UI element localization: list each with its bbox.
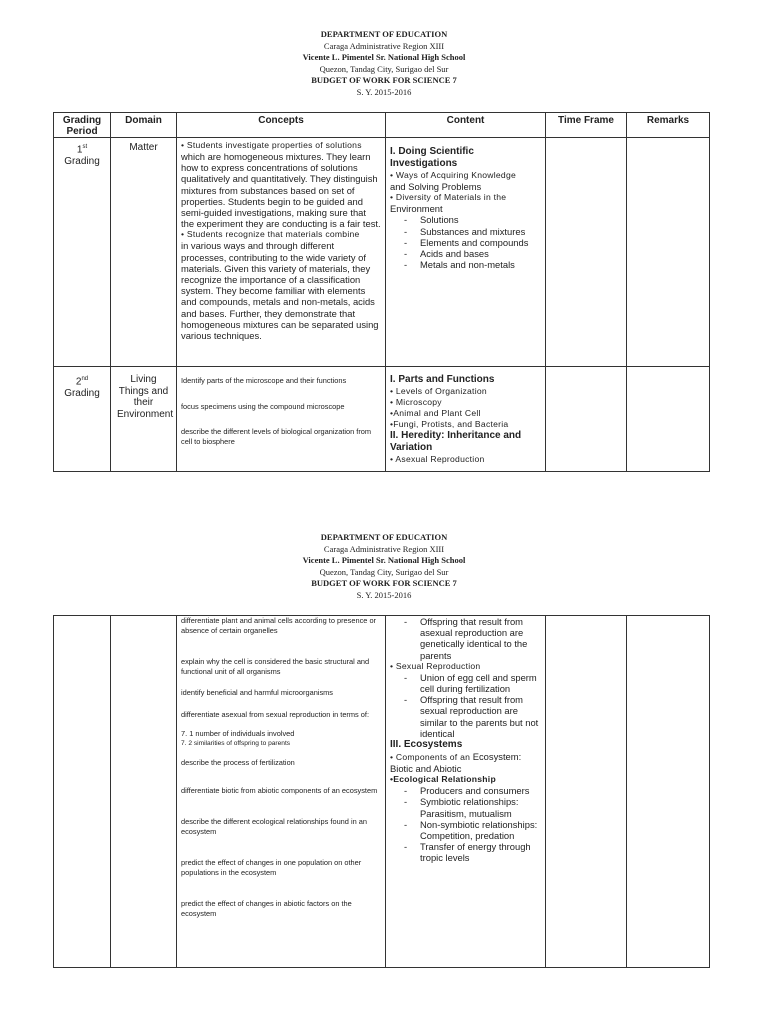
time-frame-cell bbox=[546, 138, 627, 367]
col-header-concepts: Concepts bbox=[177, 113, 386, 138]
time-frame-cell bbox=[546, 616, 627, 968]
header-department: DEPARTMENT OF EDUCATION bbox=[320, 532, 448, 542]
concept-item: differentiate plant and animal cells according to presence or absence of certain organelles bbox=[181, 616, 377, 635]
content-sublist bbox=[390, 785, 541, 863]
concepts-cell bbox=[177, 367, 386, 472]
header-school: Vicente L. Pimentel Sr. National High School bbox=[302, 52, 466, 63]
list-item: - Solutions bbox=[404, 214, 541, 225]
concept-item: describe the different levels of biological organization from cell to biosphere bbox=[181, 427, 372, 446]
domain-cell: Matter bbox=[111, 138, 177, 367]
remarks-cell bbox=[627, 138, 710, 367]
list-item: - Offspring that result from sexual reproduction are similar to the parents but not identical bbox=[404, 694, 541, 739]
concept-item: differentiate biotic from abiotic components of an ecosystem bbox=[181, 785, 378, 795]
col-header-content: Content bbox=[386, 113, 546, 138]
concept-item: describe the different ecological relationships found in an ecosystem bbox=[181, 817, 367, 836]
col-header-domain: Domain bbox=[111, 113, 177, 138]
list-item: - Acids and bases bbox=[404, 248, 541, 259]
concept-item: 7. 2 similarities of offspring to parents bbox=[181, 739, 291, 747]
table-row bbox=[54, 138, 710, 367]
col-header-grading-period: Grading Period bbox=[54, 113, 111, 138]
list-item: - Elements and compounds bbox=[404, 237, 541, 248]
content-sublist bbox=[390, 672, 541, 739]
content-cell: - Offspring that result from asexual reproduction are genetically identical to the parents • Sexual Reproduction - Union of egg cell and sperm cell during fertilization - Offspring that result from sexual reproduction are similar to the parents but not identical III. Ecosystems • Components of an Ecosystem: Biotic and Abiotic •Ecological Relationship - Producers and consumers - Symbiotic relationships: Parasitism, mutualism - Non-symbiotic relationships: Competition, predation - Transfer of energy through tropic levels bbox=[386, 616, 546, 968]
list-item: - Non-symbiotic relationships: Competition, predation bbox=[404, 819, 541, 841]
table-row bbox=[54, 616, 710, 968]
header-school-year: S. Y. 2015-2016 bbox=[356, 86, 412, 97]
header-address: Quezon, Tandag City, Surigao del Sur bbox=[319, 63, 449, 74]
concept-item: 7. 1 number of individuals involved bbox=[181, 729, 295, 738]
header-address: Quezon, Tandag City, Surigao del Sur bbox=[319, 566, 449, 577]
concepts-cell bbox=[177, 616, 386, 968]
grading-period-cell: 2nd Grading bbox=[54, 367, 111, 472]
col-header-time-frame: Time Frame bbox=[546, 113, 627, 138]
content-cell: I. Parts and Functions • Levels of Organization • Microscopy •Animal and Plant Cell •Fungi, Protists, and Bacteria II. Heredity: Inheritance and Variation • Asexual Reproduction bbox=[386, 367, 546, 472]
header-title: BUDGET OF WORK FOR SCIENCE 7 bbox=[311, 578, 457, 589]
concept-item: identify beneficial and harmful microorganisms bbox=[181, 688, 333, 697]
col-header-remarks: Remarks bbox=[627, 113, 710, 138]
remarks-cell bbox=[627, 367, 710, 472]
budget-table-page1 bbox=[53, 112, 710, 472]
content-sublist bbox=[390, 214, 541, 270]
grading-period-cell bbox=[54, 616, 111, 968]
concept-item: Identify parts of the microscope and their functions bbox=[181, 376, 347, 385]
domain-cell: Living Things and their Environment bbox=[111, 367, 177, 472]
list-item: - Offspring that result from asexual reproduction are genetically identical to the parents bbox=[404, 616, 541, 661]
content-sublist bbox=[390, 616, 541, 661]
concept-item: focus specimens using the compound microscope bbox=[181, 401, 345, 411]
header-department: DEPARTMENT OF EDUCATION bbox=[320, 29, 448, 39]
content-cell: I. Doing Scientific Investigations • Ways of Acquiring Knowledge and Solving Problems • Diversity of Materials in the Environment - Solutions - Substances and mixtures - Elements and compounds - Acids and bases - Metals and non-metals bbox=[386, 138, 546, 367]
time-frame-cell bbox=[546, 367, 627, 472]
concepts-cell: • Students investigate properties of solutions which are homogeneous mixtures. They learn how to express concentrations of solutions qualitatively and quantitatively. They distinguish mixtures from substances based on set of properties. Students begin to be guided and semi-guided investigations, making sure that the experiment they are conducting is a fair test. • Students recognize that materials combine in various ways and through different processes, contributing to the wide variety of materials. Given this variety of materials, they recognize the importance of a classification system. They become familiar with elements and compounds, metals and non-metals, acids and bases. Further, they demonstrate that homogeneous mixtures can be separated using various techniques. bbox=[177, 138, 386, 367]
budget-table-page2 bbox=[53, 615, 710, 968]
concept-item: describe the process of fertilization bbox=[181, 758, 295, 767]
concept-item: predict the effect of changes in one population on other populations in the ecosystem bbox=[181, 858, 362, 877]
page1-header bbox=[0, 29, 768, 99]
page2-header bbox=[0, 532, 768, 602]
list-item: - Producers and consumers bbox=[404, 785, 541, 796]
header-school: Vicente L. Pimentel Sr. National High School bbox=[302, 555, 466, 566]
remarks-cell bbox=[627, 616, 710, 968]
table-header-row bbox=[54, 113, 710, 138]
domain-cell bbox=[111, 616, 177, 968]
concept-item: predict the effect of changes in abiotic factors on the ecosystem bbox=[181, 899, 352, 918]
list-item: - Union of egg cell and sperm cell during fertilization bbox=[404, 672, 541, 694]
list-item: - Substances and mixtures bbox=[404, 226, 541, 237]
header-title: BUDGET OF WORK FOR SCIENCE 7 bbox=[311, 75, 457, 86]
list-item: - Transfer of energy through tropic levels bbox=[404, 841, 541, 863]
list-item: - Symbiotic relationships: Parasitism, mutualism bbox=[404, 796, 541, 818]
grading-period-cell: 1st Grading bbox=[54, 138, 111, 367]
list-item: - Metals and non-metals bbox=[404, 259, 541, 270]
table-row bbox=[54, 367, 710, 472]
concept-item: explain why the cell is considered the basic structural and functional unit of all organisms bbox=[181, 657, 370, 676]
concept-item: differentiate asexual from sexual reproduction in terms of: bbox=[181, 709, 370, 719]
header-region: Caraga Administrative Region XIII bbox=[323, 40, 445, 51]
header-school-year: S. Y. 2015-2016 bbox=[356, 589, 412, 600]
header-region: Caraga Administrative Region XIII bbox=[323, 543, 445, 554]
